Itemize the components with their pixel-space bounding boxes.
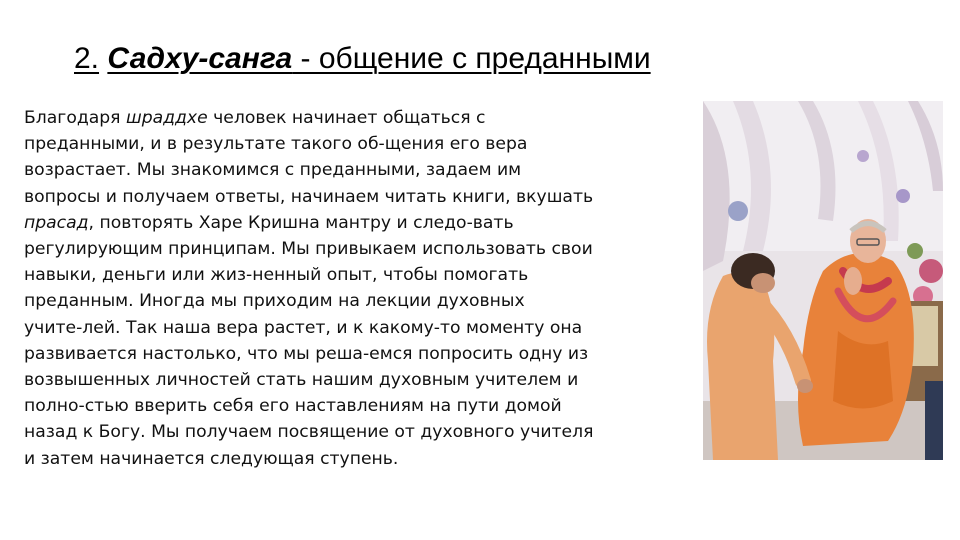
title-number: 2. bbox=[74, 42, 100, 75]
body-line: Благодаря шраддхе человек начинает общаться с bbox=[24, 108, 486, 128]
body-line: развивается настолько, что мы реша-емся попросить одну из bbox=[24, 343, 589, 364]
title-rest: - общение с преданными bbox=[292, 42, 651, 75]
term-shraddha: шраддхе bbox=[125, 108, 208, 128]
body-paragraph bbox=[24, 105, 694, 472]
body-line: преданным. Иногда мы приходим на лекции духовных bbox=[24, 291, 525, 312]
body-line: вопросы и получаем ответы, начинаем читать книги, вкушать bbox=[24, 186, 594, 207]
photo-devotee-bowing-to-teacher bbox=[703, 101, 943, 460]
body-line: навыки, деньги или жиз-ненный опыт, чтобы помогать bbox=[24, 265, 529, 286]
body-line: прасад, повторять Харе Кришна мантру и следо-вать bbox=[24, 212, 514, 233]
body-line: учите-лей. Так наша вера растет, и к какому-то моменту она bbox=[24, 317, 583, 338]
body-line: назад к Богу. Мы получаем посвящение от духовного учителя bbox=[24, 422, 594, 443]
body-line: и затем начинается следующая ступень. bbox=[24, 448, 399, 469]
body-line: преданными, и в результате такого об-щения его вера bbox=[24, 134, 528, 155]
body-line: регулирующим принципам. Мы привыкаем использовать свои bbox=[24, 239, 593, 260]
body-line: возрастает. Мы знакомимся с преданными, задаем им bbox=[24, 160, 522, 181]
term-prasad: прасад bbox=[24, 212, 89, 233]
slide-title bbox=[74, 40, 651, 78]
body-line: полно-стью вверить себя его наставлениям на пути домой bbox=[24, 396, 562, 417]
body-line: возвышенных личностей стать нашим духовным учителем и bbox=[24, 370, 579, 391]
title-term: Садху-санга bbox=[107, 42, 293, 75]
